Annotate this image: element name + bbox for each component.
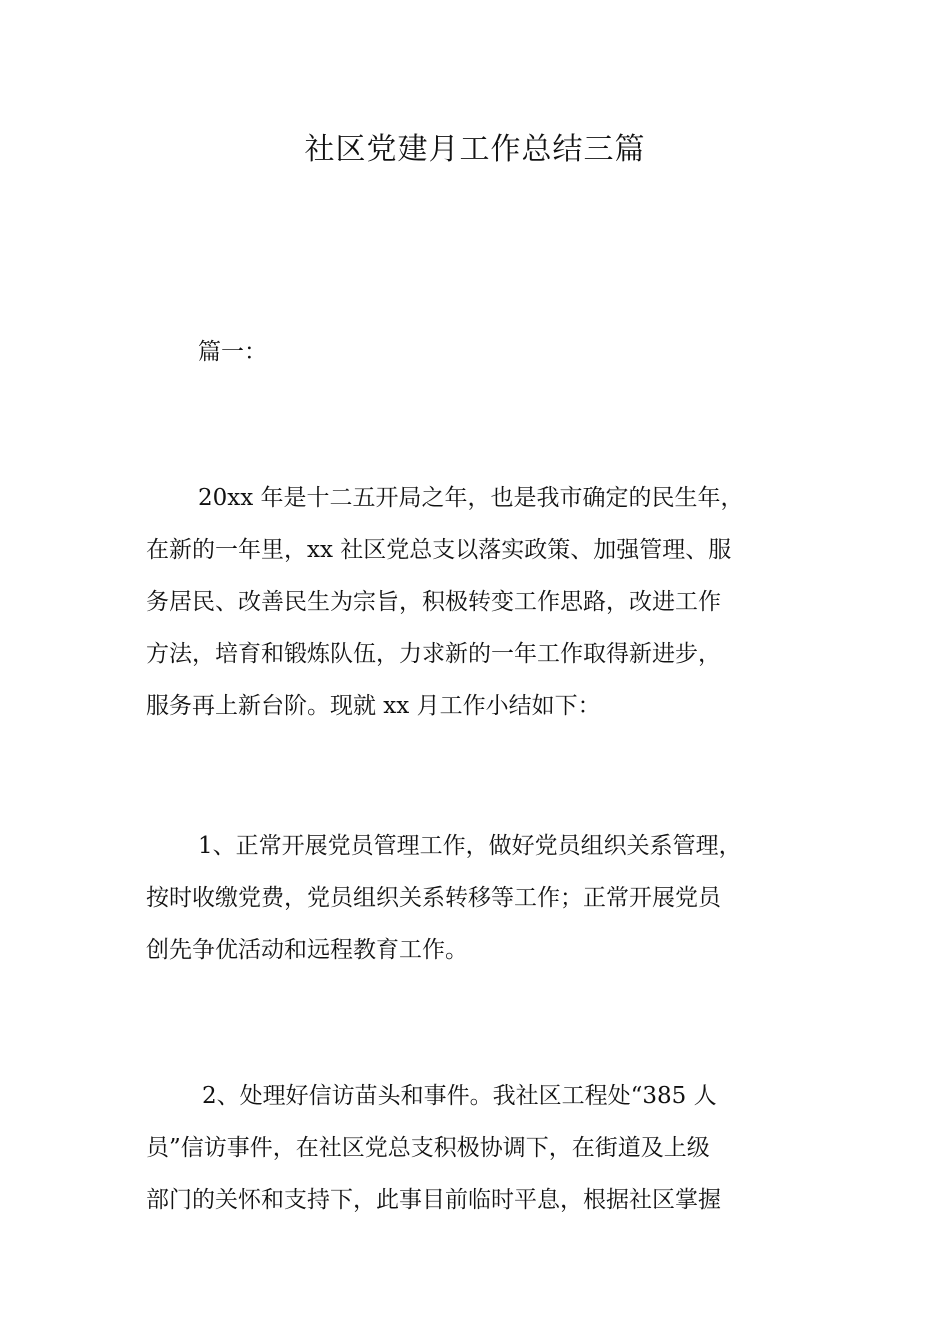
section-label: 篇一： xyxy=(198,339,267,365)
paragraph-intro xyxy=(146,472,808,732)
paragraph-line: 2、处理好信访苗头和事件。我社区工程处“385 人 xyxy=(202,1083,717,1109)
paragraph-line: 务居民、改善民生为宗旨，积极转变工作思路，改进工作 xyxy=(146,589,721,615)
paragraph-line: 方法，培育和锻炼队伍，力求新的一年工作取得新进步， xyxy=(146,641,721,667)
document-title: 社区党建月工作总结三篇 xyxy=(304,132,646,167)
paragraph-line: 创先争优活动和远程教育工作。 xyxy=(146,937,468,963)
paragraph-line: 按时收缴党费，党员组织关系转移等工作；正常开展党员 xyxy=(146,885,721,911)
paragraph-line: 服务再上新台阶。现就 xx 月工作小结如下： xyxy=(146,693,601,719)
paragraph-line: 1、正常开展党员管理工作，做好党员组织关系管理， xyxy=(198,833,742,859)
paragraph-item-2 xyxy=(146,1070,808,1226)
paragraph-item-1 xyxy=(146,820,808,976)
paragraph-line: 在新的一年里，xx 社区党总支以落实政策、加强管理、服 xyxy=(146,537,732,563)
paragraph-line: 员”信访事件，在社区党总支积极协调下，在街道及上级 xyxy=(146,1135,710,1161)
paragraph-line: 部门的关怀和支持下，此事目前临时平息，根据社区掌握 xyxy=(146,1187,721,1213)
paragraph-line: 20xx 年是十二五开局之年，也是我市确定的民生年， xyxy=(198,485,744,511)
